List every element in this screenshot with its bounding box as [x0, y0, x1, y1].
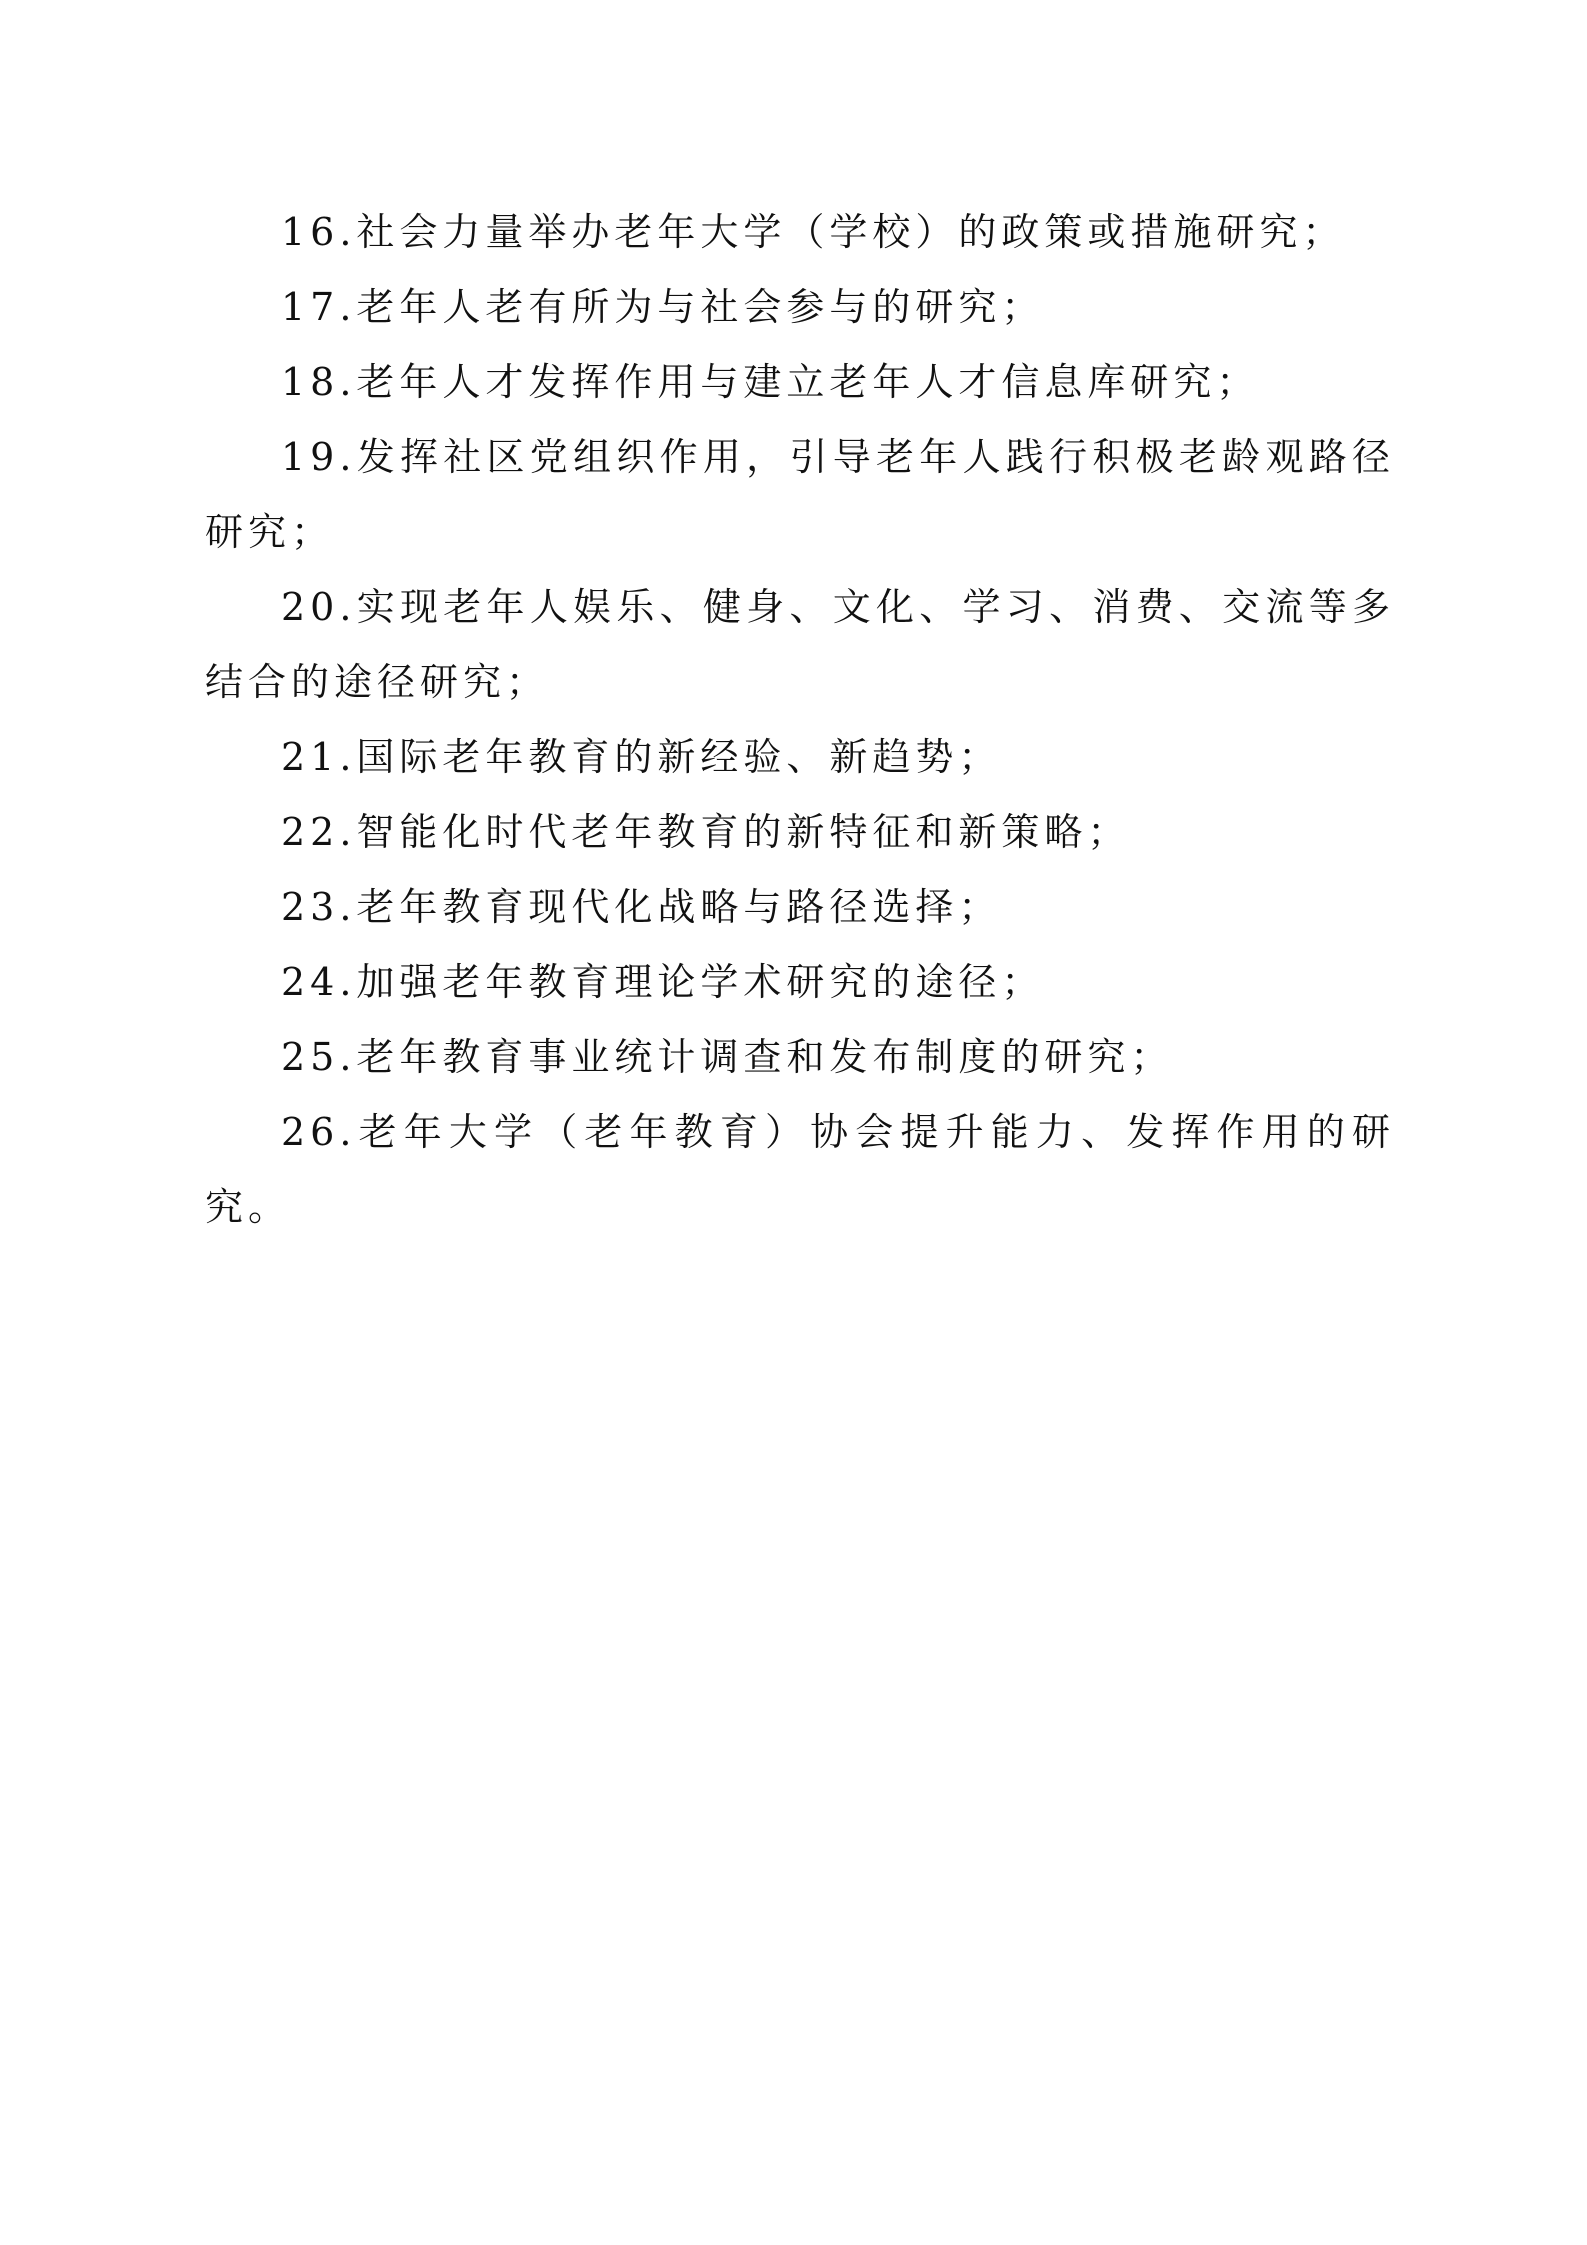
list-item-20: 20.实现老年人娱乐、健身、文化、学习、消费、交流等多结合的途径研究；	[205, 585, 1395, 704]
list-item-18: 18.老年人才发挥作用与建立老年人才信息库研究；	[281, 360, 1260, 404]
list-item-21: 21.国际老年教育的新经验、新趋势；	[281, 735, 1002, 779]
list-item-23: 23.老年教育现代化战略与路径选择；	[281, 885, 1002, 929]
list-item-26: 26.老年大学（老年教育）协会提升能力、发挥作用的研究。	[205, 1110, 1395, 1229]
document-body	[205, 195, 1395, 1245]
list-item-22: 22.智能化时代老年教育的新特征和新策略；	[281, 810, 1131, 854]
list-item-24: 24.加强老年教育理论学术研究的途径；	[281, 960, 1045, 1004]
list-item-19: 19.发挥社区党组织作用，引导老年人践行积极老龄观路径研究；	[205, 435, 1395, 554]
list-item-25: 25.老年教育事业统计调查和发布制度的研究；	[281, 1035, 1174, 1079]
list-item-17: 17.老年人老有所为与社会参与的研究；	[281, 285, 1045, 329]
list-item-16: 16.社会力量举办老年大学（学校）的政策或措施研究；	[281, 210, 1346, 254]
